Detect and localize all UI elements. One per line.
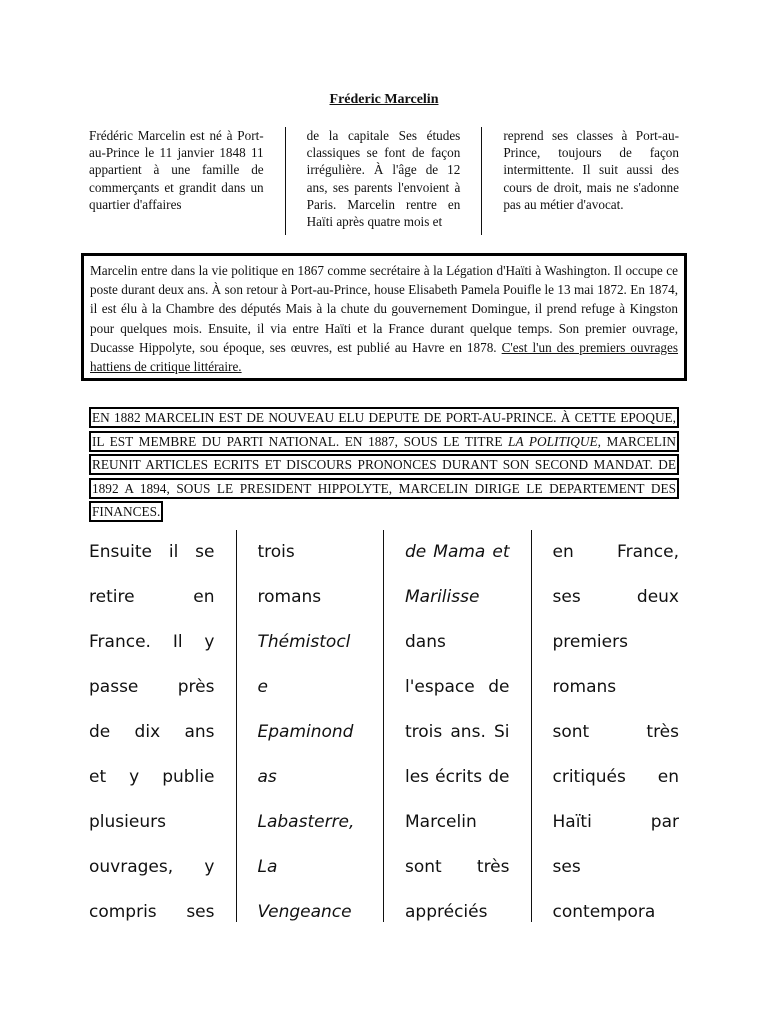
page-title: Fréderic Marcelin	[329, 92, 439, 107]
column-line: Haïti par	[552, 812, 679, 832]
politics-box	[81, 253, 687, 381]
column-line: sont très	[405, 857, 510, 877]
column-line: et y publie	[89, 767, 215, 787]
column-line: dans	[405, 632, 446, 652]
caps-italic-title: LA POLITIQUE	[508, 433, 598, 449]
bottom-column-4	[532, 530, 680, 922]
column-line: Marcelin	[405, 812, 477, 832]
caps-paragraph	[89, 406, 679, 524]
column-line: passe près	[89, 677, 215, 697]
caps-highlighted-text	[89, 407, 679, 522]
column-line: ses deux	[552, 587, 679, 607]
column-line: appréciés	[405, 902, 488, 922]
bottom-column-1	[89, 530, 237, 922]
intro-column-2: de la capitale Ses études classiques se font de façon irrégulière. À l'âge de 12 ans, ses parents l'envoient à Paris. Marcelin rentre en Haïti après quatre mois et	[286, 127, 483, 235]
column-line: trois ans. Si	[405, 722, 510, 742]
column-line: de Mama et	[405, 542, 510, 562]
column-line: ouvrages, y	[89, 857, 215, 877]
column-line: e	[257, 677, 268, 697]
column-line: Marilisse	[405, 587, 480, 607]
column-line: plusieurs	[89, 812, 166, 832]
bottom-column-3	[384, 530, 532, 922]
column-line: contempora	[552, 902, 656, 922]
column-line: l'espace de	[405, 677, 510, 697]
column-line: France. Il y	[89, 632, 215, 652]
column-line: Epaminond	[257, 722, 354, 742]
column-line: romans	[257, 587, 322, 607]
column-line: critiqués en	[552, 767, 679, 787]
column-line: les écrits de	[405, 767, 510, 787]
politics-underlined-text: C'est l'un des premiers ouvrages hattiens de critique littéraire.	[90, 339, 679, 375]
column-line: Labasterre,	[257, 812, 355, 832]
column-line: trois	[257, 542, 295, 562]
column-line: de dix ans	[89, 722, 215, 742]
column-line: premiers	[552, 632, 628, 652]
intro-columns	[89, 127, 679, 235]
column-line: La	[257, 857, 278, 877]
column-line: as	[257, 767, 277, 787]
column-line: compris ses	[89, 902, 215, 922]
politics-text: Marcelin entre dans la vie politique en 1867 comme secrétaire à la Légation d'Haïti à Washington. Il occupe ce poste durant deux ans. À son retour à Port-au-Prince, house Elisabeth Pamela Pouifle le 13 mai 1872. En 1874, il est élu à la Chambre des députés Mais à la chute du gouvernement Domingue, il prend refuge à Kingston pour quelques mois. Ensuite, il via entre Haïti et la France durant quelque temps. Son premier ouvrage, Ducasse Hippolyte, sou époque, ses œuvres, est publié au Havre en 1878.	[90, 263, 678, 355]
caps-text-part2: , MARCELIN REUNIT ARTICLES ECRITS ET DISCOURS PRONONCES DURANT SON SECOND MANDAT. DE 1892 A 1894, SOUS LE PRESIDENT HIPPOLYTE, MARCELIN DIRIGE LE DEPARTEMENT DES FINANCES.	[92, 433, 676, 519]
column-line: en France,	[552, 542, 679, 562]
column-line: Thémistocl	[257, 632, 351, 652]
column-line: sont très	[552, 722, 679, 742]
column-line: romans	[552, 677, 617, 697]
column-line: retire en	[89, 587, 215, 607]
column-line: Ensuite il se	[89, 542, 215, 562]
column-line: Vengeance	[257, 902, 352, 922]
intro-column-1: Frédéric Marcelin est né à Port-au-Prince le 11 janvier 1848 11 appartient à une famille de commerçants et grandit dans un quartier d'affaires	[89, 127, 286, 235]
bottom-columns	[89, 541, 679, 933]
column-line: ses	[552, 857, 581, 877]
caps-text-part1: EN 1882 MARCELIN EST DE NOUVEAU ELU DEPUTE DE PORT-AU-PRINCE. À CETTE EPOQUE, IL EST MEMBRE DU PARTI NATIONAL. EN 1887, SOUS LE TITRE	[92, 410, 676, 449]
intro-column-3: reprend ses classes à Port-au-Prince, toujours de façon intermittente. Il suit aussi des cours de droit, mais ne s'adonne pas au métier d'avocat.	[503, 128, 679, 212]
bottom-column-2	[237, 530, 385, 922]
